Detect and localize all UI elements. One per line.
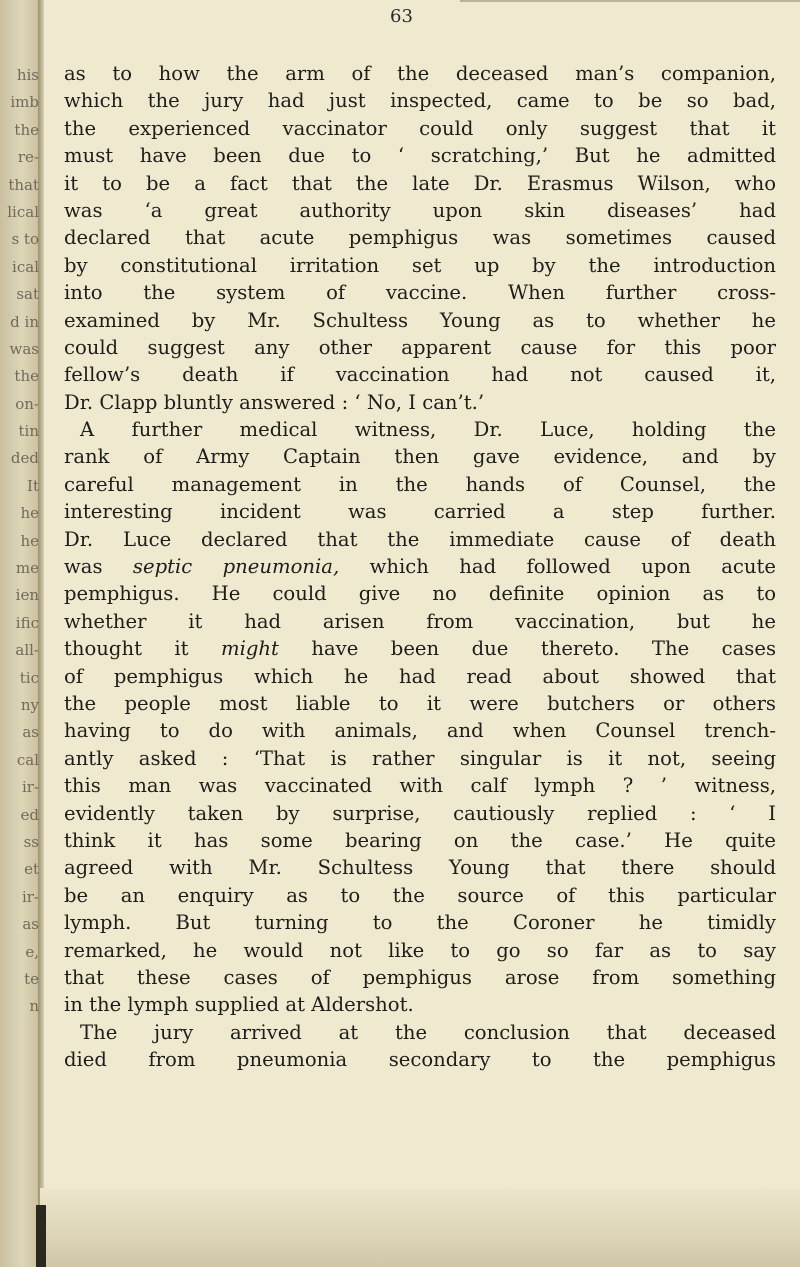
bleed-fragment: ir- xyxy=(21,778,39,797)
text-line: by constitutional irritation set up by the introduction xyxy=(64,253,776,277)
text-line: of pemphigus which he had read about showed that xyxy=(64,664,776,688)
bleed-fragment: ir- xyxy=(21,887,39,906)
line-start: thought it xyxy=(64,637,222,661)
bleed-fragment: the xyxy=(14,367,39,386)
bleed-fragment: that xyxy=(8,175,39,194)
bleed-fragment: ical xyxy=(12,257,39,276)
text-line: be an enquiry as to the source of this particular xyxy=(64,883,776,907)
bleed-fragment: he xyxy=(20,504,39,523)
text-line: it to be a fact that the late Dr. Erasmus Wilson, who xyxy=(64,171,776,195)
text-line: into the system of vaccine. When further cross- xyxy=(64,281,776,305)
text-line: in the lymph supplied at Aldershot. xyxy=(64,993,414,1017)
bleed-fragment: d in xyxy=(10,312,39,331)
text-line: which the jury had just inspected, came to be so bad, xyxy=(64,89,776,113)
text-line: the experienced vaccinator could only suggest that it xyxy=(64,116,776,140)
text-line: was ‘a great authority upon skin diseases’ had xyxy=(64,198,776,222)
text-line: must have been due to ‘ scratching,’ But he admitted xyxy=(64,144,776,168)
text-line-with-italic xyxy=(64,635,776,662)
bleed-fragment: et xyxy=(24,860,39,879)
bleed-fragment: he xyxy=(20,531,39,550)
facing-page-bleed xyxy=(1,62,39,1021)
bleed-fragment: as xyxy=(22,915,39,934)
bleed-fragment: tin xyxy=(18,422,39,441)
bleed-fragment: his xyxy=(16,66,39,84)
bleed-fragment: te xyxy=(24,969,39,988)
text-line: The jury arrived at the conclusion that deceased xyxy=(80,1020,776,1044)
bleed-fragment: n xyxy=(29,997,39,1016)
bleed-fragment: ien xyxy=(15,586,39,605)
text-line: Dr. Clapp bluntly answered : ‘ No, I can’t.’ xyxy=(64,390,485,414)
bleed-fragment: ny xyxy=(20,695,39,714)
line-end: have been due thereto. The cases xyxy=(278,637,776,661)
text-line: interesting incident was carried a step further. xyxy=(64,500,776,524)
text-line: antly asked : ‘That is rather singular is it not, seeing xyxy=(64,746,776,770)
bleed-fragment: re- xyxy=(17,148,39,167)
binding-clip xyxy=(36,1205,46,1267)
top-edge-rule xyxy=(460,0,800,2)
text-line: Dr. Luce declared that the immediate cause of death xyxy=(64,527,776,551)
bleed-fragment: ed xyxy=(20,805,39,824)
page-number: 63 xyxy=(390,6,413,27)
text-line: A further medical witness, Dr. Luce, holding the xyxy=(80,418,776,442)
bleed-fragment: It xyxy=(27,476,39,495)
text-line: pemphigus. He could give no definite opinion as to xyxy=(64,582,776,606)
text-line: the people most liable to it were butchers or others xyxy=(64,691,776,715)
bleed-fragment: imb xyxy=(10,93,39,112)
text-line: rank of Army Captain then gave evidence, and by xyxy=(64,445,776,469)
text-line: examined by Mr. Schultess Young as to whether he xyxy=(64,308,776,332)
text-line: whether it had arisen from vaccination, but he xyxy=(64,609,776,633)
bleed-fragment: as xyxy=(22,723,39,742)
bleed-fragment: the xyxy=(14,120,39,139)
bleed-fragment: cal xyxy=(16,750,39,769)
text-line: agreed with Mr. Schultess Young that there should xyxy=(64,856,776,880)
text-line: that these cases of pemphigus arose from something xyxy=(64,965,776,989)
bleed-fragment: sat xyxy=(16,285,39,304)
text-line: died from pneumonia secondary to the pemphigus xyxy=(64,1048,776,1072)
bleed-fragment: on- xyxy=(15,394,39,413)
bleed-fragment: all- xyxy=(15,641,39,660)
bleed-fragment: ss xyxy=(23,832,39,851)
bleed-fragment: me xyxy=(15,559,39,578)
bleed-fragment: lical xyxy=(7,202,39,221)
text-line: careful management in the hands of Counsel, the xyxy=(64,472,776,496)
bleed-fragment: s to xyxy=(11,230,39,249)
page-bottom-shadow xyxy=(40,1188,800,1267)
bleed-fragment: ific xyxy=(15,613,39,632)
text-line: declared that acute pemphigus was sometimes caused xyxy=(64,226,776,250)
text-line: think it has some bearing on the case.’ He quite xyxy=(64,828,776,852)
text-line: could suggest any other apparent cause for this poor xyxy=(64,335,776,359)
text-line: fellow’s death if vaccination had not caused it, xyxy=(64,363,776,387)
text-line: evidently taken by surprise, cautiously replied : ‘ I xyxy=(64,801,776,825)
text-line: this man was vaccinated with calf lymph ? ’ witness, xyxy=(64,774,776,798)
line-start: was xyxy=(64,555,133,579)
italic-phrase: might xyxy=(221,637,279,661)
text-line-with-italic xyxy=(64,553,776,580)
text-line: remarked, he would not like to go so far as to say xyxy=(64,938,776,962)
bleed-fragment: was xyxy=(9,339,39,358)
bleed-fragment: tic xyxy=(19,668,39,687)
body-text xyxy=(64,60,776,1073)
text-line: having to do with animals, and when Counsel trench- xyxy=(64,719,776,743)
italic-phrase: septic pneumonia, xyxy=(132,555,340,579)
bleed-fragment: ded xyxy=(10,449,39,468)
bleed-fragment: e, xyxy=(25,942,39,961)
line-end: which had followed upon acute xyxy=(339,555,776,579)
text-line: lymph. But turning to the Coroner he timidly xyxy=(64,911,776,935)
text-line: as to how the arm of the deceased man’s companion, xyxy=(64,62,776,85)
